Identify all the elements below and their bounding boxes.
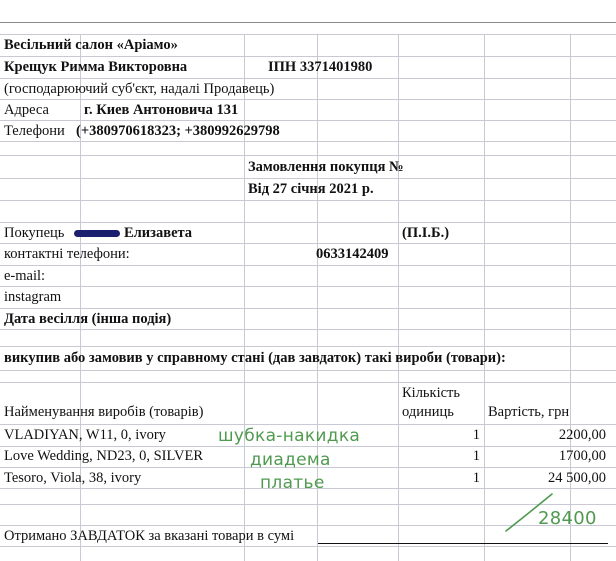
address-value: г. Киев Антоновича 131 — [84, 102, 239, 118]
item-price: 24 500,00 — [548, 470, 606, 486]
order-title: Замовлення покупця № — [248, 159, 404, 175]
item-qty: 1 — [472, 470, 480, 486]
phone-label: контактні телефони: — [4, 246, 130, 262]
item-name: VLADIYAN, W11, 0, ivory — [4, 427, 166, 443]
col-name-header: Найменування виробів (товарів) — [4, 404, 204, 420]
item-price: 2200,00 — [558, 427, 606, 443]
buyer-label: Покупець — [4, 225, 65, 241]
pib-label: (П.І.Б.) — [402, 225, 450, 241]
owner-name: Крещук Римма Викторовна — [4, 59, 188, 75]
handwritten-note: диадема — [250, 450, 331, 470]
phones-value: (+380970618323; +380992629798 — [76, 123, 280, 139]
item-name: Tesoro, Viola, 38, ivory — [4, 470, 142, 486]
order-date: Від 27 січня 2021 р. — [248, 181, 374, 197]
col-qty-header-1: Кількість — [402, 385, 461, 401]
role-note: (господарюючий суб'єкт, надалі Продавець) — [4, 81, 275, 97]
phones-label: Телефони — [4, 123, 65, 139]
col-qty-header-2: одиниць — [402, 404, 454, 420]
deposit-underline — [318, 543, 608, 544]
event-date-label: Дата весілля (інша подія) — [4, 311, 172, 327]
deposit-label: Отримано ЗАВДАТОК за вказані товари в сумі — [4, 528, 295, 544]
salon-name: Весільний салон «Аріамо» — [4, 37, 178, 53]
item-qty: 1 — [472, 448, 480, 464]
handwritten-note: платье — [260, 473, 325, 493]
handwritten-deposit: 28400 — [538, 508, 597, 529]
col-price-header: Вартість, грн — [488, 404, 570, 420]
item-price: 1700,00 — [558, 448, 606, 464]
handwritten-note: шубка-накидка — [218, 426, 361, 446]
phone-value: 0633142409 — [316, 246, 389, 262]
email-label: e-mail: — [4, 268, 46, 284]
item-qty: 1 — [472, 427, 480, 443]
tax-id: ІПН 3371401980 — [268, 59, 373, 75]
item-name: Love Wedding, ND23, 0, SILVER — [4, 448, 204, 464]
goods-intro: викупив або замовив у справному стані (дав завдаток) такі вироби (товари): — [4, 350, 506, 366]
instagram-label: instagram — [4, 289, 62, 305]
address-label: Адреса — [4, 102, 49, 118]
buyer-name: Елизавета — [124, 225, 193, 241]
